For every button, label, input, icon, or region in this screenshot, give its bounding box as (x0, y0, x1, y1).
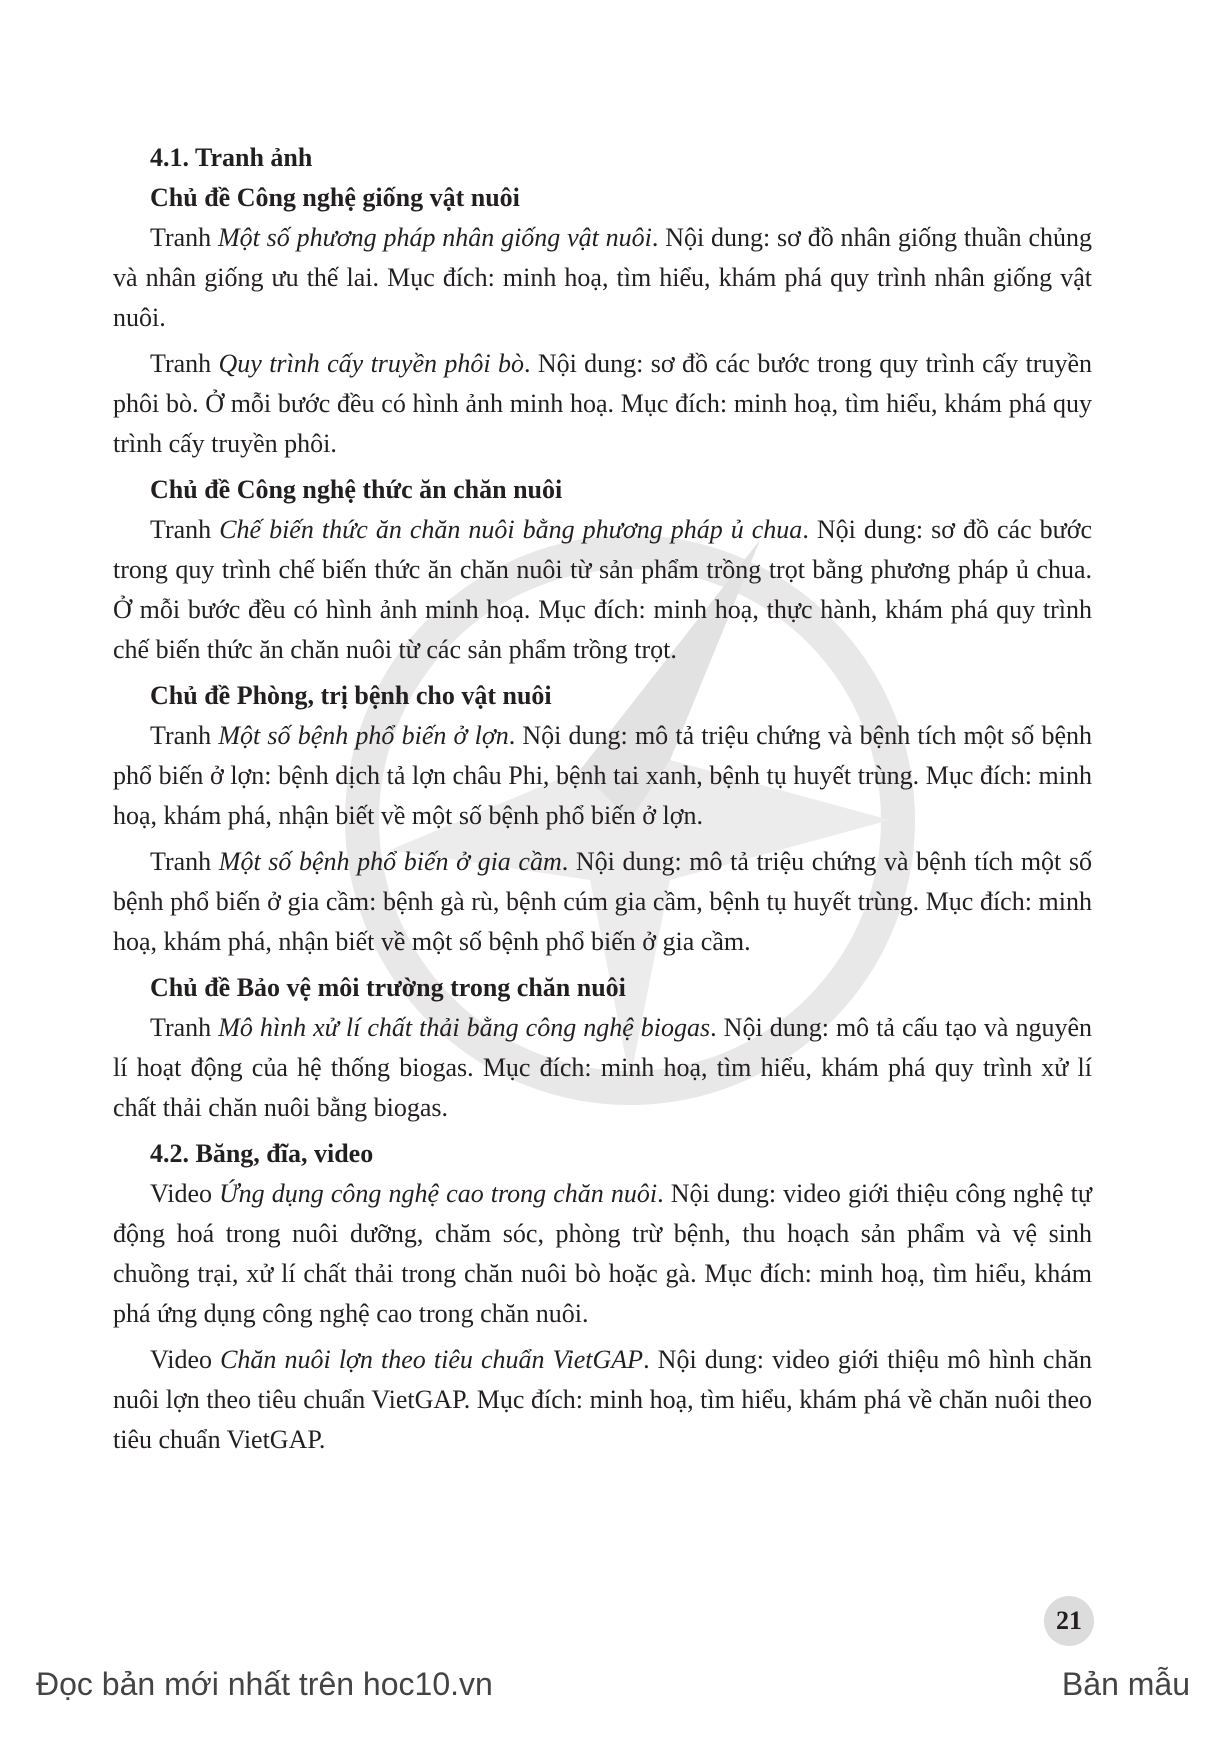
section-heading: 4.2. Băng, đĩa, video (150, 1139, 374, 1168)
paragraph: Video Ứng dụng công nghệ cao trong chăn nuôi. Nội dung: video giới thiệu công nghệ tự động hoá trong nuôi dưỡng, chăm sóc, phòng trừ bệnh, thu hoạch sản phẩm và vệ sinh chuồng trại, xử lí chất thải trong chăn nuôi bò hoặc gà. Mục đích: minh hoạ, tìm hiểu, khám phá ứng dụng công nghệ cao trong chăn nuôi. (113, 1179, 1092, 1328)
paragraph: Tranh Một số bệnh phổ biến ở lợn. Nội dung: mô tả triệu chứng và bệnh tích một số bệnh phổ biến ở lợn: bệnh dịch tả lợn châu Phi, bệnh tai xanh, bệnh tụ huyết trùng. Mục đích: minh hoạ, khám phá, nhận biết về một số bệnh phổ biến ở lợn. (113, 721, 1092, 830)
paragraph: Tranh Chế biến thức ăn chăn nuôi bằng phương pháp ủ chua. Nội dung: sơ đồ các bước trong quy trình chế biến thức ăn chăn nuôi từ sản phẩm trồng trọt bằng phương pháp ủ chua. Ở mỗi bước đều có hình ảnh minh hoạ. Mục đích: minh hoạ, thực hành, khám phá quy trình chế biến thức ăn chăn nuôi từ các sản phẩm trồng trọt. (113, 515, 1093, 664)
paragraph: Tranh Một số bệnh phổ biến ở gia cầm. Nội dung: mô tả triệu chứng và bệnh tích một số bệnh phổ biến ở gia cầm: bệnh gà rù, bệnh cúm gia cầm, bệnh tụ huyết trùng. Mục đích: minh hoạ, khám phá, nhận biết về một số bệnh phổ biến ở gia cầm. (113, 847, 1092, 956)
topic-heading: Chủ đề Bảo vệ môi trường trong chăn nuôi (150, 973, 626, 1002)
topic-heading: Chủ đề Công nghệ thức ăn chăn nuôi (150, 475, 563, 504)
topic-heading: Chủ đề Công nghệ giống vật nuôi (150, 183, 520, 212)
paragraph: Video Chăn nuôi lợn theo tiêu chuẩn VietGAP. Nội dung: video giới thiệu mô hình chăn nuôi lợn theo tiêu chuẩn VietGAP. Mục đích: minh hoạ, tìm hiểu, khám phá về chăn nuôi theo tiêu chuẩn VietGAP. (113, 1345, 1093, 1454)
paragraph: Tranh Một số phương pháp nhân giống vật nuôi. Nội dung: sơ đồ nhân giống thuần chủng và nhân giống ưu thế lai. Mục đích: minh hoạ, tìm hiểu, khám phá quy trình nhân giống vật nuôi. (113, 223, 1092, 332)
topic-heading: Chủ đề Phòng, trị bệnh cho vật nuôi (150, 681, 552, 710)
paragraph: Tranh Quy trình cấy truyền phôi bò. Nội dung: sơ đồ các bước trong quy trình cấy truyền phôi bò. Ở mỗi bước đều có hình ảnh minh hoạ. Mục đích: minh hoạ, tìm hiểu, khám phá quy trình cấy truyền phôi. (113, 349, 1092, 458)
section-heading: 4.1. Tranh ảnh (150, 143, 313, 172)
paragraph: Tranh Mô hình xử lí chất thải bằng công nghệ biogas. Nội dung: mô tả cấu tạo và nguyên lí hoạt động của hệ thống biogas. Mục đích: minh hoạ, tìm hiểu, khám phá quy trình xử lí chất thải chăn nuôi bằng biogas. (113, 1013, 1092, 1122)
main-content (113, 138, 1092, 1466)
footer-sample-label: Bản mẫu (1061, 1666, 1190, 1702)
page-number: 21 (1044, 1596, 1094, 1646)
footer-source-text: Đọc bản mới nhất trên hoc10.vn (36, 1666, 493, 1702)
